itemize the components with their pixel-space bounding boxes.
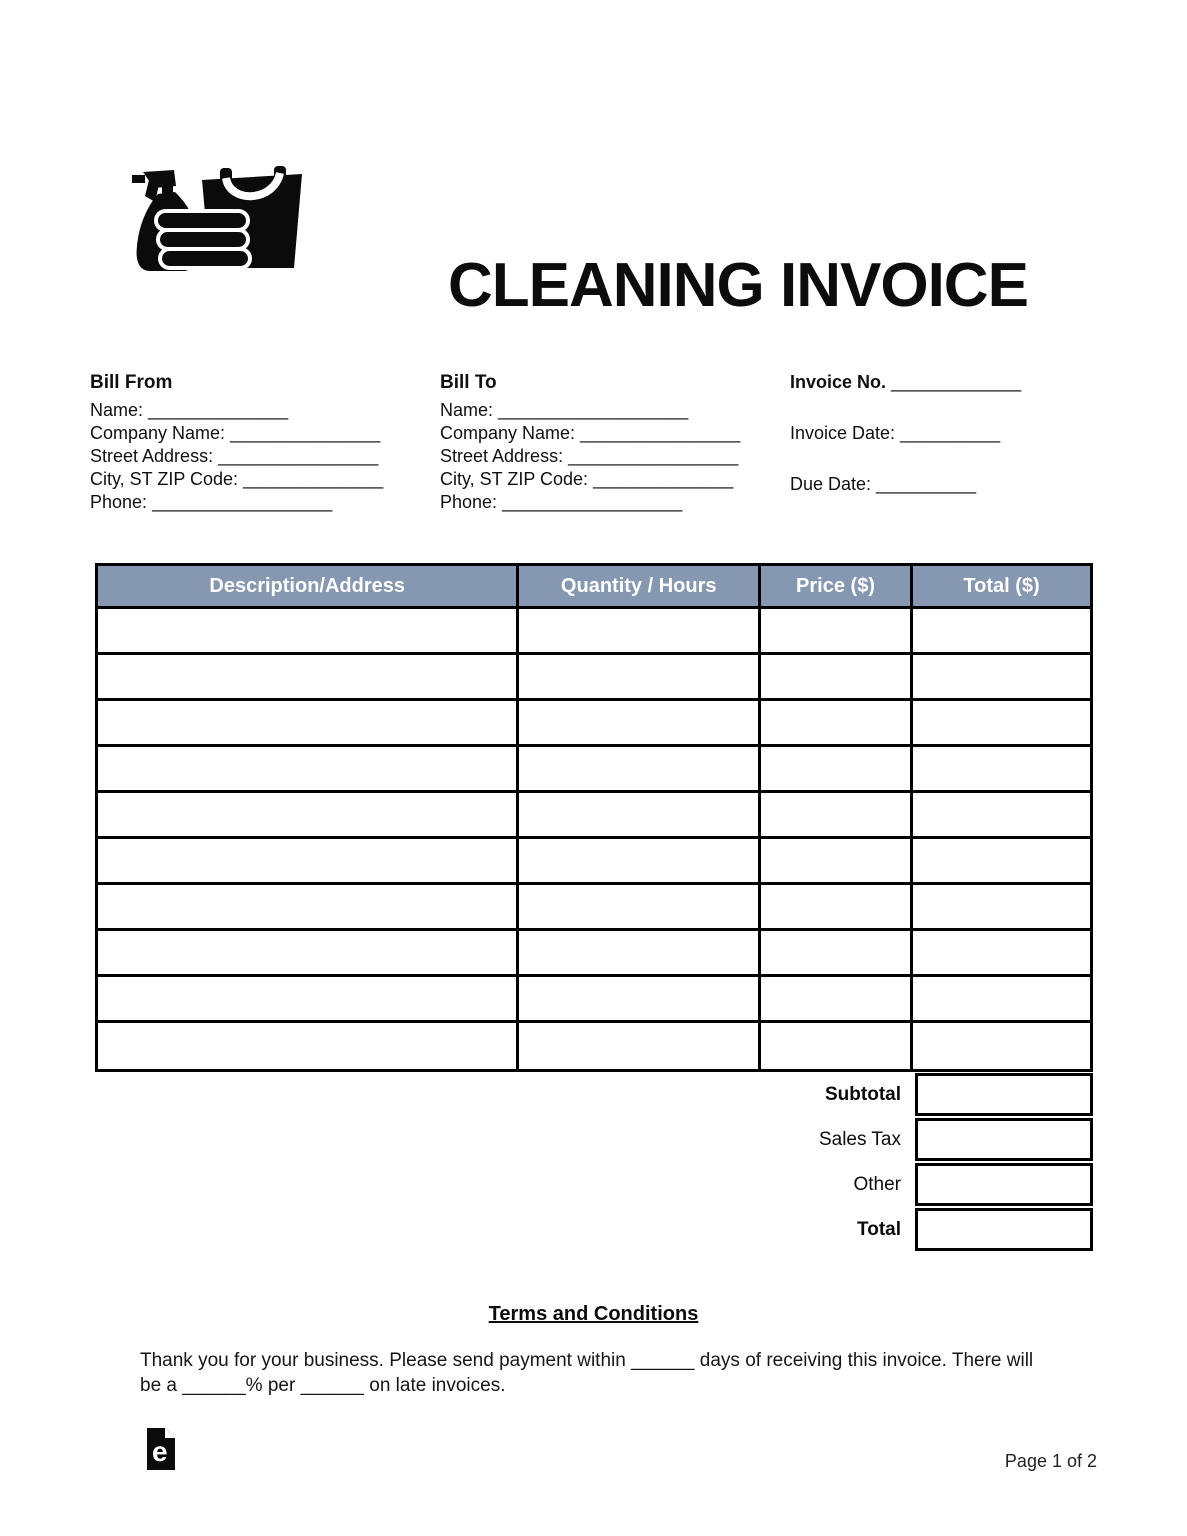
- svg-text:e: e: [152, 1436, 168, 1467]
- field-label: Due Date:: [790, 474, 872, 494]
- bill-from-section: [90, 371, 435, 514]
- table-cell: [519, 655, 761, 698]
- invoice-number-field: [790, 371, 1100, 394]
- bill-from-city-field: [90, 468, 435, 491]
- bill-from-company-field: [90, 422, 435, 445]
- table-cell: [761, 793, 913, 836]
- table-cell: [98, 839, 519, 882]
- bill-to-name-field: [440, 399, 785, 422]
- page-number-label: Page 1 of 2: [1004, 1451, 1097, 1471]
- table-cell: [913, 609, 1090, 652]
- table-cell: [913, 1023, 1090, 1069]
- table-row: [98, 701, 1090, 747]
- table-cell: [913, 885, 1090, 928]
- table-cell: [519, 701, 761, 744]
- terms-heading: Terms and Conditions: [488, 1303, 699, 1325]
- subtotal-label: Subtotal: [825, 1084, 901, 1105]
- field-blank: ________________: [580, 423, 741, 443]
- table-cell: [913, 793, 1090, 836]
- table-header-quantity: Quantity / Hours: [519, 566, 761, 606]
- field-label: Invoice Date:: [790, 423, 896, 443]
- table-cell: [98, 793, 519, 836]
- field-blank: __________________: [502, 492, 683, 512]
- table-cell: [98, 885, 519, 928]
- table-cell: [98, 931, 519, 974]
- table-row: [98, 1023, 1090, 1069]
- eforms-document-icon: [147, 1428, 175, 1470]
- field-label: Invoice No.: [790, 372, 887, 392]
- table-cell: [98, 609, 519, 652]
- bill-to-heading: Bill To: [440, 372, 497, 393]
- table-cell: [913, 931, 1090, 974]
- sales-tax-label: Sales Tax: [818, 1129, 901, 1150]
- table-header-total: Total ($): [963, 574, 1040, 597]
- table-cell: [98, 977, 519, 1020]
- field-label: Street Address:: [440, 446, 564, 466]
- other-label: Other: [853, 1174, 901, 1195]
- table-cell: [519, 977, 761, 1020]
- field-blank: _________________: [568, 446, 739, 466]
- table-cell: [761, 839, 913, 882]
- field-label: Phone:: [90, 492, 148, 512]
- sales-tax-box: [915, 1118, 1093, 1161]
- field-blank: ___________________: [498, 400, 689, 420]
- table-cell: [761, 1023, 913, 1069]
- field-label: Company Name:: [90, 423, 226, 443]
- table-cell: [519, 747, 761, 790]
- table-cell: [761, 977, 913, 1020]
- table-cell: [913, 655, 1090, 698]
- due-date-field: [790, 473, 1100, 496]
- field-label: Company Name:: [440, 423, 576, 443]
- table-cell: [761, 701, 913, 744]
- other-box: [915, 1163, 1093, 1206]
- table-cell: [519, 609, 761, 652]
- bill-to-phone-field: [440, 491, 785, 514]
- table-row: [98, 655, 1090, 701]
- table-cell: [519, 931, 761, 974]
- bill-from-heading: Bill From: [90, 372, 173, 393]
- sales-tax-row: [95, 1118, 1093, 1161]
- total-label: Total: [857, 1219, 901, 1240]
- table-cell: [98, 1023, 519, 1069]
- bill-to-section: [440, 371, 785, 514]
- field-label: Phone:: [440, 492, 498, 512]
- field-label: City, ST ZIP Code:: [90, 469, 239, 489]
- field-blank: __________: [900, 423, 1001, 443]
- table-cell: [761, 609, 913, 652]
- line-items-table: [95, 563, 1093, 1072]
- summary-section: [95, 1073, 1093, 1253]
- invoice-meta-section: [790, 371, 1100, 496]
- towel-stack-icon: [156, 211, 250, 268]
- total-box: [915, 1208, 1093, 1251]
- field-blank: ______________: [243, 469, 384, 489]
- table-cell: [519, 1023, 761, 1069]
- table-row: [98, 885, 1090, 931]
- table-cell: [913, 839, 1090, 882]
- table-header-description: Description/Address: [98, 566, 519, 606]
- table-cell: [761, 885, 913, 928]
- field-blank: __________: [876, 474, 977, 494]
- subtotal-row: [95, 1073, 1093, 1116]
- bill-from-phone-field: [90, 491, 435, 514]
- table-cell: [98, 655, 519, 698]
- table-row: [98, 931, 1090, 977]
- table-cell: [519, 793, 761, 836]
- field-label: Name:: [90, 400, 144, 420]
- cleaning-supplies-icon: [132, 166, 308, 272]
- page-title: CLEANING INVOICE: [448, 251, 1028, 320]
- field-blank: _____________: [891, 372, 1022, 392]
- bill-to-street-field: [440, 445, 785, 468]
- other-row: [95, 1163, 1093, 1206]
- table-cell: [913, 701, 1090, 744]
- field-blank: ______________: [148, 400, 289, 420]
- table-cell: [519, 839, 761, 882]
- table-cell: [98, 701, 519, 744]
- terms-body: Thank you for your business. Please send payment within ______ days of receiving this invoice. There will be a ______% per ______ on late invoices.: [140, 1350, 1034, 1396]
- bill-from-street-field: [90, 445, 435, 468]
- table-row: [98, 747, 1090, 793]
- field-label: Street Address:: [90, 446, 214, 466]
- table-header-price: Price ($): [761, 566, 913, 606]
- bill-to-company-field: [440, 422, 785, 445]
- table-body: [98, 609, 1090, 1069]
- total-row: [95, 1208, 1093, 1251]
- field-blank: __________________: [152, 492, 333, 512]
- invoice-date-field: [790, 422, 1100, 445]
- table-row: [98, 977, 1090, 1023]
- table-cell: [761, 655, 913, 698]
- field-blank: ________________: [218, 446, 379, 466]
- table-header-row: [98, 566, 1090, 609]
- table-row: [98, 609, 1090, 655]
- table-cell: [913, 977, 1090, 1020]
- subtotal-box: [915, 1073, 1093, 1116]
- table-cell: [761, 747, 913, 790]
- bill-to-city-field: [440, 468, 785, 491]
- field-blank: _______________: [230, 423, 381, 443]
- table-cell: [519, 885, 761, 928]
- bill-from-name-field: [90, 399, 435, 422]
- table-row: [98, 793, 1090, 839]
- field-label: City, ST ZIP Code:: [440, 469, 589, 489]
- table-cell: [913, 747, 1090, 790]
- field-blank: ______________: [593, 469, 734, 489]
- table-row: [98, 839, 1090, 885]
- table-cell: [98, 747, 519, 790]
- field-label: Name:: [440, 400, 494, 420]
- table-cell: [761, 931, 913, 974]
